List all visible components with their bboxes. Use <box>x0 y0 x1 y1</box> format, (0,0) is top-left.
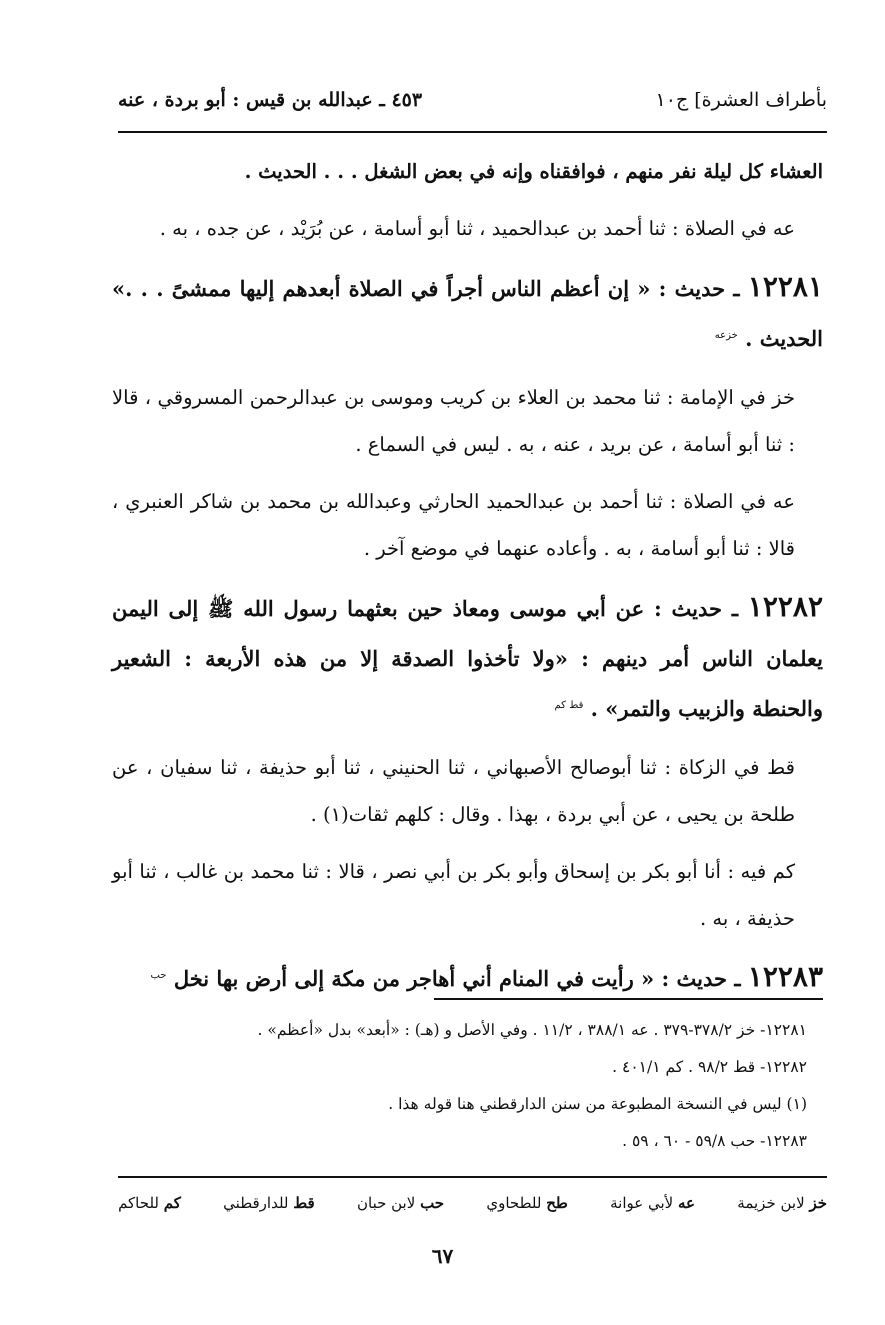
hadith-12282 <box>112 582 823 734</box>
hadith-12283 <box>112 952 823 1004</box>
main-text <box>112 148 823 1014</box>
footnote-rule <box>434 998 823 1000</box>
paragraph-source: كم فيه : أنا أبو بكر بن إسحاق وأبو بكر بن أبي نصر ، قالا : ثنا محمد بن غالب ، ثنا أبو حذيفة ، به . <box>112 860 795 930</box>
legend-item: حب لابن حبان <box>356 1194 445 1212</box>
paragraph-source: خز في الإمامة : ثنا محمد بن العلاء بن كريب وموسى بن عبدالرحمن المسروقي ، قالا : ثنا أبو أسامة ، عن بريد ، عنه ، به . ليس في السماع . <box>112 386 795 456</box>
page-number: ٦٧ <box>431 1244 454 1268</box>
paragraph-continuation: العشاء كل ليلة نفر منهم ، فوافقناه وإنه في بعض الشغل . . . الحديث . <box>244 160 823 183</box>
footnote: (١) ليس في النسخة المطبوعة من سنن الدارقطني هنا قوله هذا . <box>388 1095 807 1113</box>
footnote: ١٢٢٨٢- قط ٩٨/٢ . كم ٤٠١/١ . <box>612 1058 807 1076</box>
legend-item: كم للحاكم <box>118 1194 181 1212</box>
footnote: ١٢٢٨٣- حب ٥٩/٨ - ٦٠ ، ٥٩ . <box>622 1132 807 1150</box>
hadith-text: ـ حديث : « رأيت في المنام أني أهاجر من مكة إلى أرض بها نخل <box>173 966 741 991</box>
section-title: ٤٥٣ ـ عبدالله بن قيس : أبو بردة ، عنه <box>118 89 423 111</box>
header-rule <box>118 131 827 133</box>
hadith-sigla: خزعه <box>714 330 738 341</box>
hadith-number: ١٢٢٨٢ <box>747 590 823 623</box>
legend-item: قط للدارقطني <box>223 1194 315 1212</box>
hadith-number: ١٢٢٨٣ <box>747 960 823 993</box>
book-title: بأطراف العشرة] ج١٠ <box>655 89 827 111</box>
hadith-number: ١٢٢٨١ <box>747 270 823 303</box>
abbreviation-legend <box>118 1188 827 1218</box>
legend-item: خز لابن خزيمة <box>737 1194 827 1212</box>
legend-item: عه لأبي عوانة <box>610 1194 696 1212</box>
paragraph-source: عه في الصلاة : ثنا أحمد بن عبدالحميد ، ثنا أبو أسامة ، عن بُرَيْد ، عن جده ، به . <box>159 217 795 240</box>
legend-item: طح للطحاوي <box>486 1194 568 1212</box>
footnotes <box>112 1012 823 1160</box>
paragraph-source: قط في الزكاة : ثنا أبوصالح الأصبهاني ، ثنا الحنيني ، ثنا أبو حذيفة ، ثنا سفيان ، عن طلحة بن يحيى ، عن أبي بردة ، بهذا . وقال : كلهم ثقات(١) . <box>112 756 795 826</box>
paragraph-source: عه في الصلاة : ثنا أحمد بن عبدالحميد الحارثي وعبدالله بن محمد بن شاكر العنبري ، قالا : ثنا أبو أسامة ، به . وأعاده عنهما في موضع آخر . <box>112 490 795 560</box>
legend-rule <box>118 1176 827 1178</box>
hadith-sigla: حب <box>150 970 167 981</box>
hadith-sigla: قط كم <box>554 700 584 711</box>
hadith-text: ـ حديث : « إن أعظم الناس أجراً في الصلاة أبعدهم إليها ممشىً . . .» الحديث . <box>112 276 823 351</box>
hadith-12281 <box>112 262 823 364</box>
hadith-text: ـ حديث : عن أبي موسى ومعاذ حين بعثهما رسول الله ﷺ إلى اليمن يعلمان الناس أمر دينهم : «ولا تأخذوا الصدقة إلا من هذه الأربعة : الشعير والحنطة والزبيب والتمر» . <box>112 596 823 721</box>
running-header <box>118 82 827 118</box>
footnote: ١٢٢٨١- خز ٣٧٨/٢-٣٧٩ . عه ٣٨٨/١ ، ١١/٢ . وفي الأصل و (هـ) : «أبعد» بدل «أعظم» . <box>257 1021 807 1039</box>
